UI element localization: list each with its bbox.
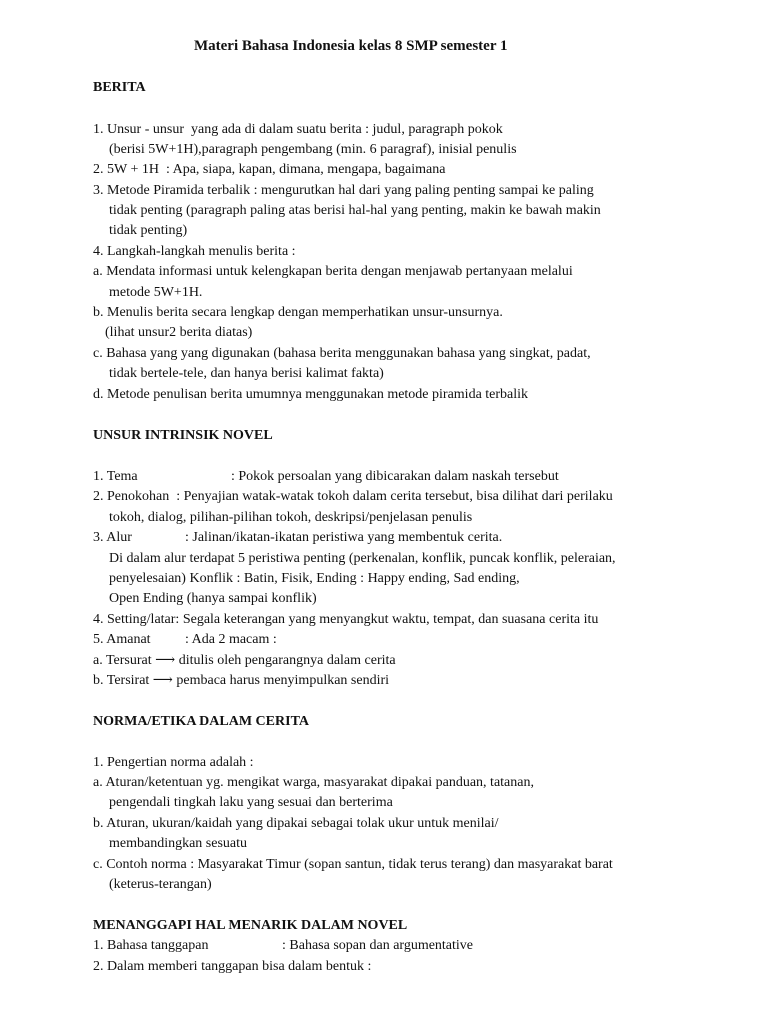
text-line: 2. 5W + 1H : Apa, siapa, kapan, dimana, mengapa, bagaimana [93, 162, 446, 177]
text-line: penyelesaian) Konflik : Batin, Fisik, Ending : Happy ending, Sad ending, [109, 571, 520, 586]
text-line: c. Bahasa yang yang digunakan (bahasa berita menggunakan bahasa yang singkat, padat, [93, 346, 591, 361]
text-line: 3. Metode Piramida terbalik : mengurutkan hal dari yang paling penting sampai ke paling [93, 183, 594, 198]
page-title: Materi Bahasa Indonesia kelas 8 SMP semester 1 [194, 38, 508, 54]
text-line: : Ada 2 macam : [185, 632, 277, 647]
text-line: 2. Dalam memberi tanggapan bisa dalam bentuk : [93, 959, 372, 974]
text-line: a. Tersurat ⟶ ditulis oleh pengarangnya dalam cerita [93, 653, 396, 668]
text-line: tidak penting) [109, 223, 188, 238]
section-heading-unsur-intrinsik: UNSUR INTRINSIK NOVEL [93, 428, 273, 443]
text-line: (lihat unsur2 berita diatas) [105, 325, 253, 340]
text-line: 4. Setting/latar: Segala keterangan yang menyangkut waktu, tempat, dan suasana cerita itu [93, 612, 599, 627]
text-line: 1. Tema [93, 469, 138, 484]
text-line: b. Aturan, ukuran/kaidah yang dipakai sebagai tolak ukur untuk menilai/ [93, 816, 499, 831]
text-line: a. Mendata informasi untuk kelengkapan berita dengan menjawab pertanyaan melalui [93, 264, 573, 279]
text-line: membandingkan sesuatu [109, 836, 248, 851]
text-line: tokoh, dialog, pilihan-pilihan tokoh, deskripsi/penjelasan penulis [109, 510, 473, 525]
text-line: 5. Amanat [93, 632, 151, 647]
text-line: metode 5W+1H. [109, 285, 203, 300]
text-line: : Jalinan/ikatan-ikatan peristiwa yang membentuk cerita. [185, 530, 503, 545]
section-heading-norma-etika: NORMA/ETIKA DALAM CERITA [93, 714, 309, 729]
text-line: (keterus-terangan) [109, 877, 212, 892]
text-line: tidak penting (paragraph paling atas berisi hal-hal yang penting, makin ke bawah makin [109, 203, 601, 218]
text-line: 4. Langkah-langkah menulis berita : [93, 244, 296, 259]
text-line: b. Menulis berita secara lengkap dengan memperhatikan unsur-unsurnya. [93, 305, 503, 320]
text-line: Open Ending (hanya sampai konflik) [109, 591, 317, 606]
text-line: c. Contoh norma : Masyarakat Timur (sopan santun, tidak terus terang) dan masyarakat barat [93, 857, 613, 872]
section-heading-menanggapi: MENANGGAPI HAL MENARIK DALAM NOVEL [93, 918, 408, 933]
text-line: (berisi 5W+1H),paragraph pengembang (min. 6 paragraf), inisial penulis [109, 142, 517, 157]
section-heading-berita: BERITA [93, 80, 146, 95]
text-line: : Bahasa sopan dan argumentative [282, 938, 474, 953]
text-line: pengendali tingkah laku yang sesuai dan berterima [109, 795, 393, 810]
text-line: 3. Alur [93, 530, 132, 545]
text-line: Di dalam alur terdapat 5 peristiwa penting (perkenalan, konflik, puncak konflik, peleraian, [109, 551, 616, 566]
text-line: 1. Unsur - unsur yang ada di dalam suatu berita : judul, paragraph pokok [93, 122, 503, 137]
text-line: d. Metode penulisan berita umumnya menggunakan metode piramida terbalik [93, 387, 529, 402]
text-line: 1. Pengertian norma adalah : [93, 755, 254, 770]
text-line: 1. Bahasa tanggapan [93, 938, 209, 953]
text-line: : Pokok persoalan yang dibicarakan dalam naskah tersebut [231, 469, 559, 484]
text-line: b. Tersirat ⟶ pembaca harus menyimpulkan sendiri [93, 673, 390, 688]
text-line: a. Aturan/ketentuan yg. mengikat warga, masyarakat dipakai panduan, tatanan, [93, 775, 534, 790]
text-line: 2. Penokohan : Penyajian watak-watak tokoh dalam cerita tersebut, bisa dilihat dari perilaku [93, 489, 613, 504]
text-line: tidak bertele-tele, dan hanya berisi kalimat fakta) [109, 366, 384, 381]
